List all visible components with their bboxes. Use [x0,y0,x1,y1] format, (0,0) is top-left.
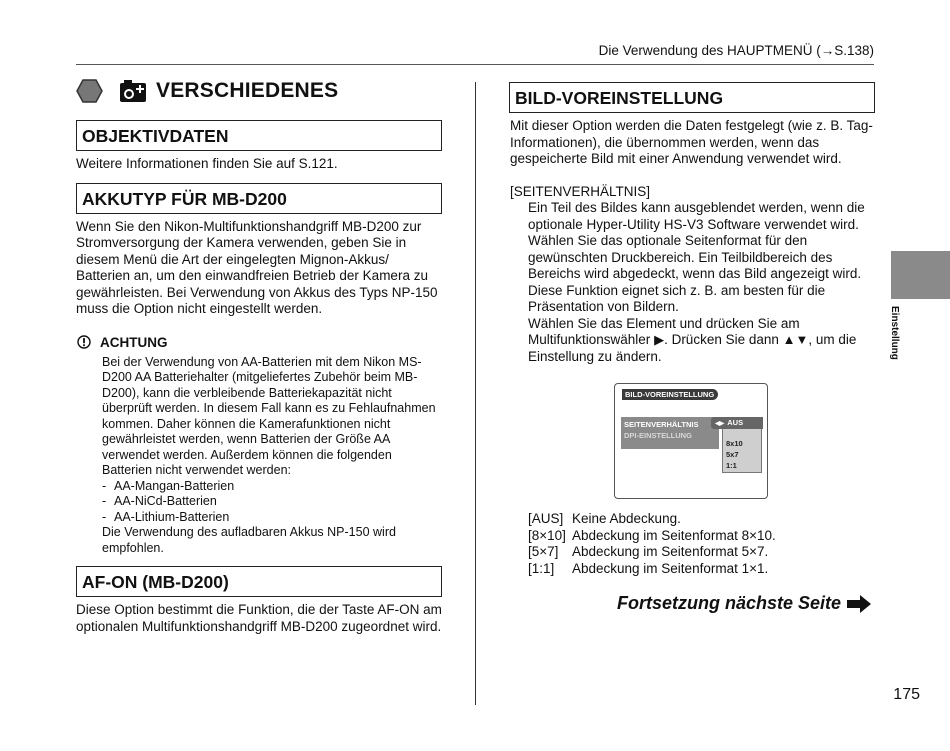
lcd-menu-panel [621,417,719,449]
continue-next-page: Fortsetzung nächste Seite [617,593,872,614]
achtung-body [102,355,442,557]
objektivdaten-heading: OBJEKTIVDATEN [76,120,442,151]
table-row: [8×10] Abdeckung im Seitenformat 8×10. [528,527,776,543]
header-text: Die Verwendung des HAUPTMENÜ (→S.138) [598,43,874,58]
table-row: [AUS] Keine Abdeckung. [528,511,681,526]
lcd-option: 5x7 [726,450,739,459]
right-arrow-icon: ▶ [654,332,665,347]
lcd-item-dpi: DPI-EINSTELLUNG [624,431,692,440]
arrow-right-icon [846,594,872,614]
lcd-option: 1:1 [726,461,737,470]
options-table [528,511,875,577]
table-row: [1:1] Abdeckung im Seitenformat 1×1. [528,560,769,576]
lcd-title: BILD-VOREINSTELLUNG [622,389,718,400]
right-column [509,82,875,577]
up-down-arrow-icon: ▲▼ [782,332,809,347]
seitenverhaeltnis-heading: [SEITENVERHÄLTNIS] [510,183,651,199]
hexagon-icon [76,79,103,103]
seitenverhaeltnis-text: Ein Teil des Bildes kann ausgeblendet werden, wenn die optionale Hyper-Utility HS-V3 Software verwendet wird. Wählen Sie das optionale Seitenformat für den gewünschten Druckbereich. Ein Teilbildbereich des Bereichs wird abgedeckt, wenn das Bild angezeigt wird. Diese Funktion eignet sich z. B. am besten für die Präsentation von Bildern. [528,200,865,314]
lcd-item-seitenverhaeltnis: SEITENVERHÄLTNIS [624,420,699,429]
page-number: 175 [893,686,920,703]
achtung-footer: Die Verwendung des aufladbaren Akkus NP-150 wird empfohlen. [102,525,396,555]
list-item: - AA-Lithium-Batterien [102,510,442,526]
achtung-list [102,479,442,526]
objektivdaten-text: Weitere Informationen finden Sie auf S.121. [76,156,338,171]
lcd-selected-option: ◀▶ AUS [711,417,763,429]
header-rule [76,64,874,65]
bild-heading: BILD-VOREINSTELLUNG [509,82,875,113]
side-tab [891,251,950,299]
lcd-screen-illustration [614,383,768,499]
akkutyp-heading: AKKUTYP FÜR MB-D200 [76,183,442,214]
achtung-title: ACHTUNG [100,334,168,350]
side-tab-label: Einstellung [889,306,900,360]
lcd-option: 8x10 [726,439,743,448]
chapter-heading [76,76,442,106]
instruction-text: Wählen Sie das Element und drücken Sie am Multifunktionswähler ▶. Drücken Sie dann ▲▼, um die Einstellung zu ändern. [528,315,857,364]
achtung-title-row [76,335,442,350]
akkutyp-text: Wenn Sie den Nikon-Multifunktionshandgriff MB-D200 zur Stromversorgung der Kamera verwenden, geben Sie in diesem Menü die Art der eingelegten Mignon-Akkus/ Batterien an, um den einwandfreien Betrieb der Kamera zu gewährleisten. Bei Verwendung von Akkus des Typs NP-150 muss die Option nicht eingestellt werden. [76,218,438,316]
left-column [76,74,442,635]
afon-heading: AF-ON (MB-D200) [76,566,442,597]
bild-intro: Mit dieser Option werden die Daten festgelegt (wie z. B. Tag-Informationen), die übernommen werden, wenn das gespeicherte Bild mit einer Anwendung verwendet wird. [510,118,873,166]
lcd-options-list [722,425,762,473]
table-row: [5×7] Abdeckung im Seitenformat 5×7. [528,544,769,559]
achtung-text: Bei der Verwendung von AA-Batterien mit dem Nikon MS-D200 AA Batteriehalter (mitgeliefertes Zubehör beim MB-D200), kann die verbleibende Batteriekapazität nicht überprüft werden. In diesem Fall kann es zu Fehlaufnahmen kommen. Daher können die Kamerafunktionen nicht gewährleistet werden, wenn Batterien der Größe AA verwendet werden. Außerdem können die folgenden Batterien nicht verwendet werden: [102,354,436,477]
camera-settings-icon [119,79,147,103]
column-divider [475,82,476,705]
caution-icon [77,335,91,349]
list-item: - AA-NiCd-Batterien [102,494,442,510]
afon-text: Diese Option bestimmt die Funktion, die der Taste AF-ON am optionalen Multifunktionshandgriff MB-D200 zugeordnet wird. [76,602,442,634]
list-item: - AA-Mangan-Batterien [102,479,442,495]
chapter-title: VERSCHIEDENES [156,79,339,102]
